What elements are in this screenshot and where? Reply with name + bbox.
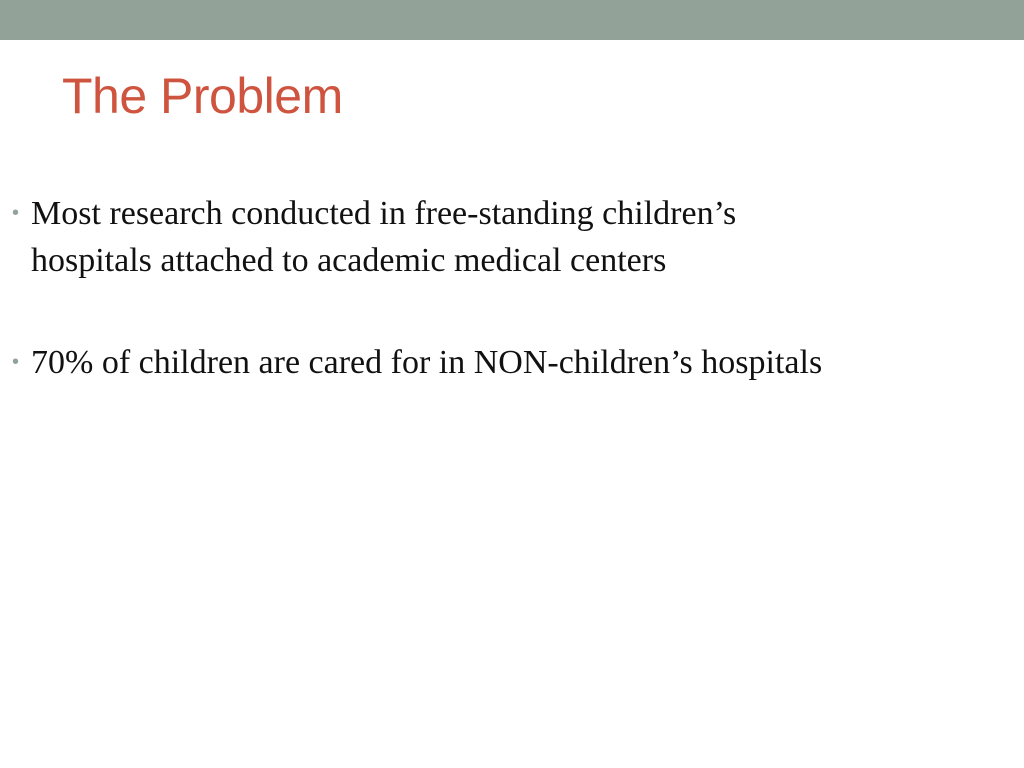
slide-title: The Problem xyxy=(62,68,343,124)
bullet-item-statistic xyxy=(12,339,832,386)
top-accent-band xyxy=(0,0,1024,40)
bullet-item-research xyxy=(12,190,832,284)
bullet-dot-icon: • xyxy=(12,351,20,373)
bullet-list xyxy=(12,190,832,441)
bullet-dot-icon: • xyxy=(12,202,20,224)
bullet-text: 70% of children are cared for in NON-children’s hospitals xyxy=(31,344,823,381)
bullet-text: Most research conducted in free-standing children’s hospitals attached to academic medical centers xyxy=(31,195,737,279)
